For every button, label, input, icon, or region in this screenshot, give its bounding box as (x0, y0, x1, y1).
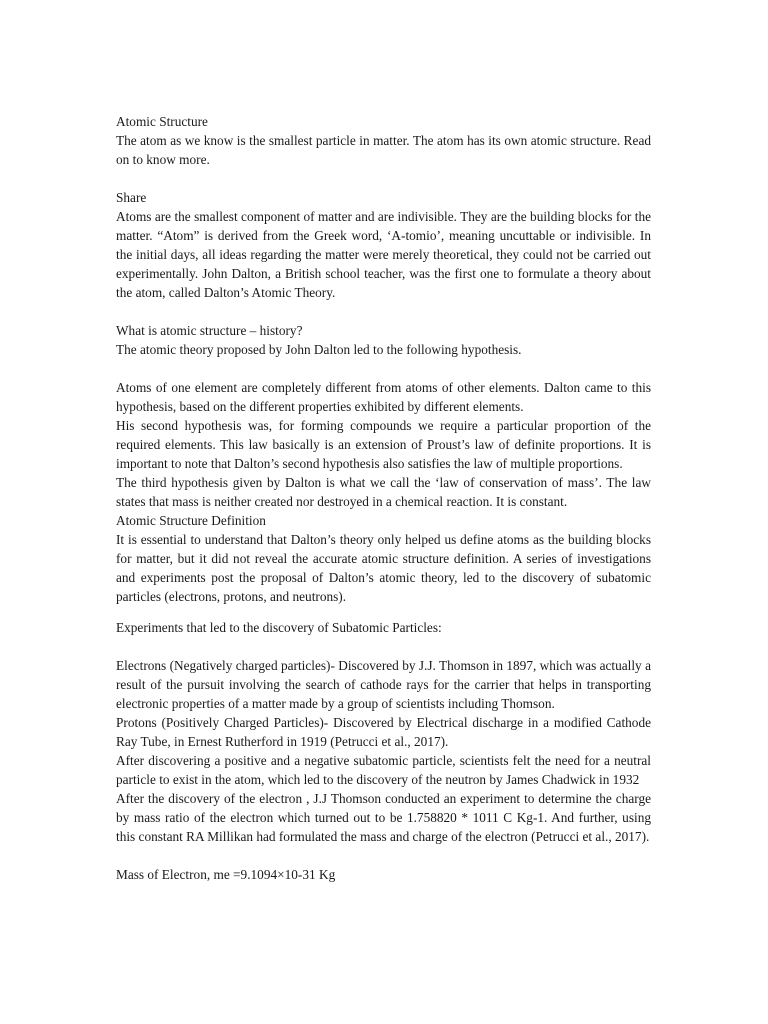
protons-paragraph: Protons (Positively Charged Particles)- Discovered by Electrical discharge in a modified Cathode Ray Tube, in Ernest Rutherford in 1919 (Petrucci et al., 2017). (116, 715, 651, 749)
history-heading: What is atomic structure – history? (116, 323, 303, 338)
atoms-paragraph: Atoms are the smallest component of matter and are indivisible. They are the building blocks for the matter. “Atom” is derived from the Greek word, ‘A-tomio’, meaning uncuttable or indivisible. In the initial days, all ideas regarding the matter were merely theoretical, they could not be carried out experimentally. John Dalton, a British school teacher, was the first one to formulate a theory about the atom, called Dalton’s Atomic Theory. (116, 209, 651, 300)
electrons-paragraph: Electrons (Negatively charged particles)- Discovered by J.J. Thomson in 1897, which was actually a result of the pursuit involving the search of cathode rays for the carrier that helps in transporting electronic properties of a matter made by a group of scientists including Thomson. (116, 658, 651, 711)
document-body (116, 112, 651, 884)
definition-paragraph: It is essential to understand that Dalton’s theory only helped us define atoms as the building blocks for matter, but it did not reveal the accurate atomic structure definition. A series of investigations and experiments post the proposal of Dalton’s atomic theory, led to the discovery of subatomic particles (electrons, protons, and neutrons). (116, 532, 651, 604)
intro-paragraph: The atom as we know is the smallest particle in matter. The atom has its own atomic structure. Read on to know more. (116, 133, 651, 167)
definition-heading: Atomic Structure Definition (116, 513, 266, 528)
mass-of-electron: Mass of Electron, me =9.1094×10-31 Kg (116, 867, 336, 882)
hypothesis-2: His second hypothesis was, for forming compounds we require a particular proportion of the required elements. This law basically is an extension of Proust’s law of definite proportions. It is important to note that Dalton’s second hypothesis also satisfies the law of multiple proportions. (116, 418, 651, 471)
history-intro: The atomic theory proposed by John Dalton led to the following hypothesis. (116, 342, 522, 357)
blank-line (116, 846, 651, 865)
blank-line (116, 359, 651, 378)
hypothesis-3: The third hypothesis given by Dalton is what we call the ‘law of conservation of mass’. The law states that mass is neither created nor destroyed in a chemical reaction. It is constant. (116, 475, 651, 509)
share-label: Share (116, 190, 147, 205)
charge-ratio-paragraph: After the discovery of the electron , J.J Thomson conducted an experiment to determine the charge by mass ratio of the electron which turned out to be 1.758820 * 1011 C Kg-1. And further, using this constant RA Millikan had formulated the mass and charge of the electron (Petrucci et al., 2017). (116, 791, 651, 844)
hypothesis-1: Atoms of one element are completely different from atoms of other elements. Dalton came to this hypothesis, based on the different properties exhibited by different elements. (116, 380, 651, 414)
blank-line (116, 637, 651, 656)
blank-line (116, 302, 651, 321)
neutron-paragraph: After discovering a positive and a negative subatomic particle, scientists felt the need for a neutral particle to exist in the atom, which led to the discovery of the neutron by James Chadwick in 1932 (116, 753, 651, 787)
blank-line (116, 606, 651, 618)
experiments-heading: Experiments that led to the discovery of Subatomic Particles: (116, 620, 442, 635)
document-title: Atomic Structure (116, 114, 208, 129)
blank-line (116, 169, 651, 188)
